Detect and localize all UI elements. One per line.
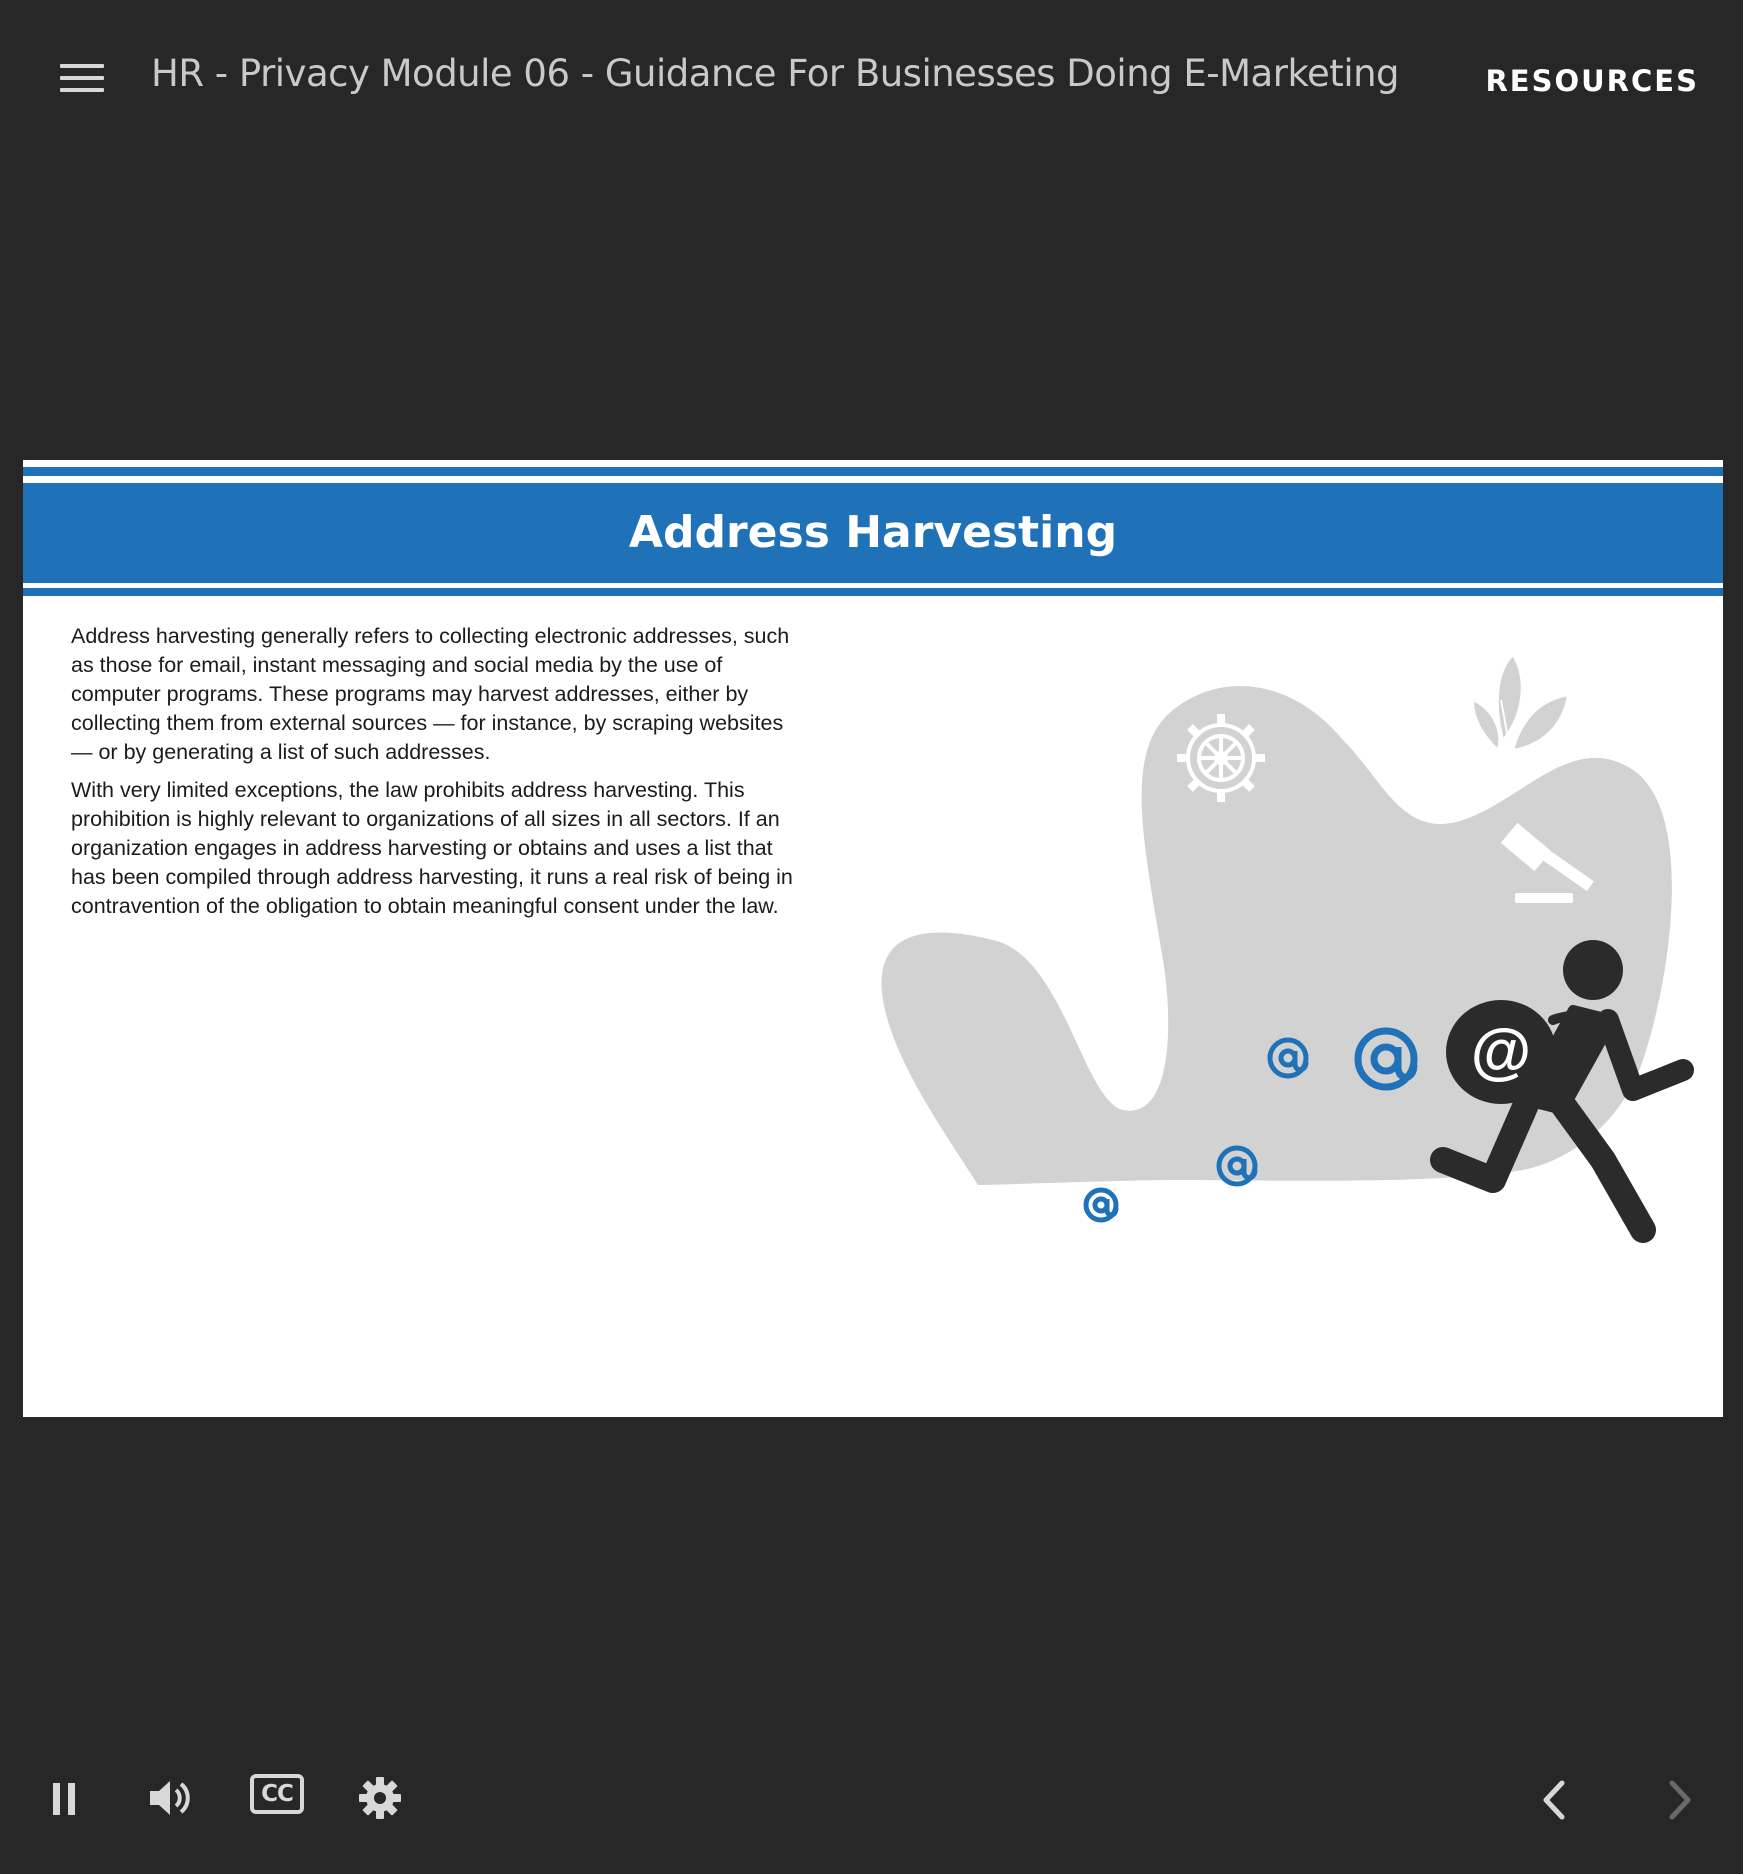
cc-label: CC (261, 1781, 293, 1807)
volume-icon[interactable] (148, 1776, 194, 1820)
slide-content (23, 460, 1723, 1417)
settings-gear-icon[interactable] (358, 1776, 402, 1820)
paragraph-2: With very limited exceptions, the law prohibits address harvesting. This prohibition is highly relevant to organizations of all sizes in all sectors. If an organization engages in address harvesting or obtains and uses a list that has been compiled through address harvesting, it runs a real risk of being in contravention of the obligation to obtain meaningful consent under the law. (71, 778, 793, 918)
resources-button[interactable]: RESOURCES (1485, 64, 1699, 98)
pause-icon[interactable] (50, 1778, 80, 1818)
address-harvesting-illustration (873, 640, 1703, 1320)
paragraph-1: Address harvesting generally refers to collecting electronic addresses, such as those for email, instant messaging and social media by the use of computer programs. These programs may harvest addresses, either by collecting them from external sources — for instance, by scraping websites — or by generating a list of such addresses. (71, 624, 790, 764)
top-bar (0, 0, 1743, 160)
sack-at-label: @ (1470, 1017, 1532, 1086)
slide-body-text (71, 622, 801, 930)
player-controls (0, 1740, 1743, 1874)
closed-captions-icon[interactable] (250, 1774, 304, 1814)
banner-bottom-stripe (23, 588, 1723, 596)
hamburger-icon[interactable] (60, 64, 104, 94)
banner-top-stripe (23, 467, 1723, 476)
leaf-icon (1473, 655, 1568, 765)
course-title: HR - Privacy Module 06 - Guidance For Businesses Doing E-Marketing (151, 52, 1400, 95)
chevron-right-icon[interactable] (1664, 1778, 1694, 1822)
slide-title: Address Harvesting (628, 507, 1118, 558)
chevron-left-icon[interactable] (1540, 1778, 1570, 1822)
